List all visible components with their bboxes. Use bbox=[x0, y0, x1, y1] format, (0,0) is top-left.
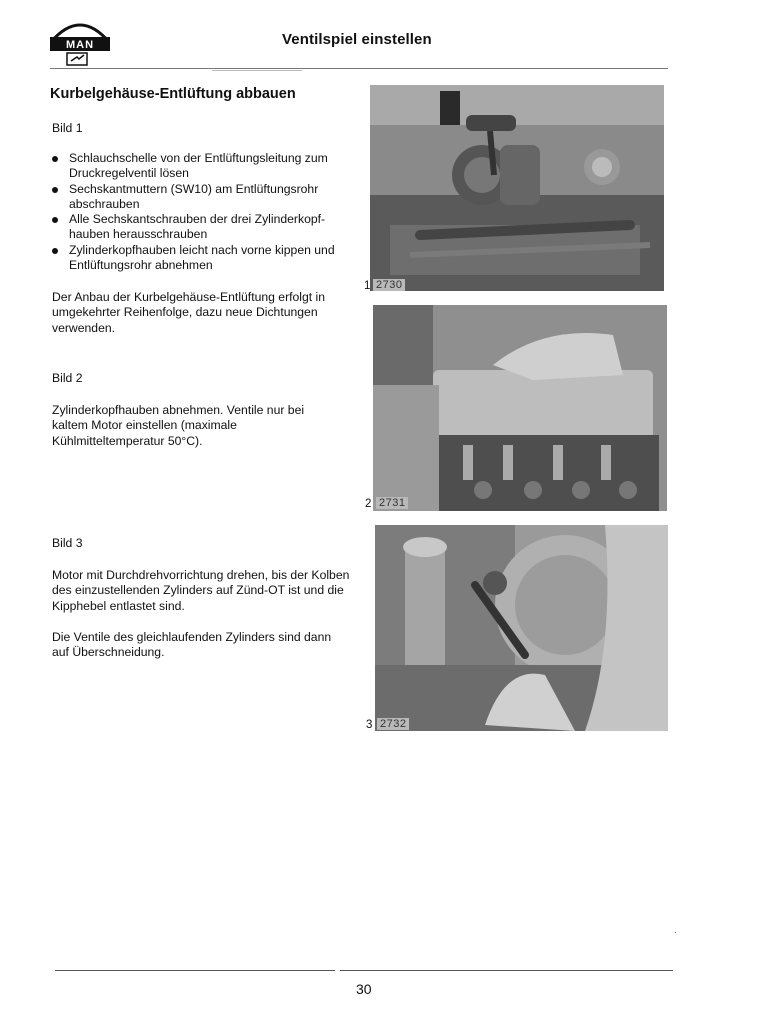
figure-2-number: 2 bbox=[365, 498, 372, 510]
figure-3-number: 3 bbox=[366, 719, 373, 731]
man-logo bbox=[48, 12, 112, 66]
logo-brand-text: MAN bbox=[65, 39, 95, 51]
figure-1-code: 2730 bbox=[373, 279, 405, 291]
bullet-icon bbox=[52, 187, 58, 193]
figure-1-note: Der Anbau der Kurbelgehäuse-Entlüftung erfolgt in umgekehrter Reihenfolge, dazu neue Dichtungen verwenden. bbox=[52, 290, 326, 335]
header-divider bbox=[50, 68, 668, 69]
footer-divider-right bbox=[340, 970, 673, 971]
bullet-icon bbox=[52, 156, 58, 162]
list-item bbox=[52, 182, 352, 213]
bullet-icon bbox=[52, 248, 58, 254]
list-item-text: Sechskantmuttern (SW10) am Entlüftungsrohr abschrauben bbox=[69, 181, 319, 211]
figure-2-text: Zylinderkopfhauben abnehmen. Ventile nur bei kaltem Motor einstellen (maximale Kühlmitteltemperatur 50°C). bbox=[52, 403, 305, 448]
figure-2-code: 2731 bbox=[376, 497, 408, 509]
figure-3-caption: Bild 3 bbox=[52, 536, 83, 550]
list-item bbox=[52, 243, 352, 274]
list-item-text: Alle Sechskantschrauben der drei Zylinderkopf-hauben herausschrauben bbox=[69, 212, 326, 242]
page-number: 30 bbox=[356, 981, 372, 997]
list-item bbox=[52, 212, 352, 243]
figure-3-code: 2732 bbox=[377, 718, 409, 730]
figure-3-text-1: Motor mit Durchdrehvorrichtung drehen, bis der Kolben des einzustellenden Zylinders auf Zünd-OT ist und die Kipphebel entlastet sind. bbox=[52, 568, 350, 613]
figure-3-text-2: Die Ventile des gleichlaufenden Zylinders sind dann auf Überschneidung. bbox=[52, 630, 332, 660]
section-title: Kurbelgehäuse-Entlüftung abbauen bbox=[50, 86, 296, 102]
scan-mark: · bbox=[674, 928, 677, 937]
figure-1-caption: Bild 1 bbox=[52, 121, 83, 135]
list-item bbox=[52, 151, 352, 182]
figure-3-photo bbox=[375, 525, 668, 731]
figure-1-number: 1 bbox=[364, 280, 371, 292]
footer-divider-left bbox=[55, 970, 335, 971]
figure-1-photo bbox=[370, 85, 664, 291]
list-item-text: Schlauchschelle von der Entlüftungsleitung zum Druckregelventil lösen bbox=[69, 151, 328, 181]
page-header-title: Ventilspiel einstellen bbox=[282, 31, 432, 48]
bullet-icon bbox=[52, 217, 58, 223]
figure-2-caption: Bild 2 bbox=[52, 371, 83, 385]
figure-2-photo bbox=[373, 305, 667, 511]
header-divider-secondary bbox=[212, 70, 302, 71]
figure-1-bullet-list bbox=[52, 151, 352, 273]
list-item-text: Zylinderkopfhauben leicht nach vorne kippen und Entlüftungsrohr abnehmen bbox=[69, 242, 335, 273]
